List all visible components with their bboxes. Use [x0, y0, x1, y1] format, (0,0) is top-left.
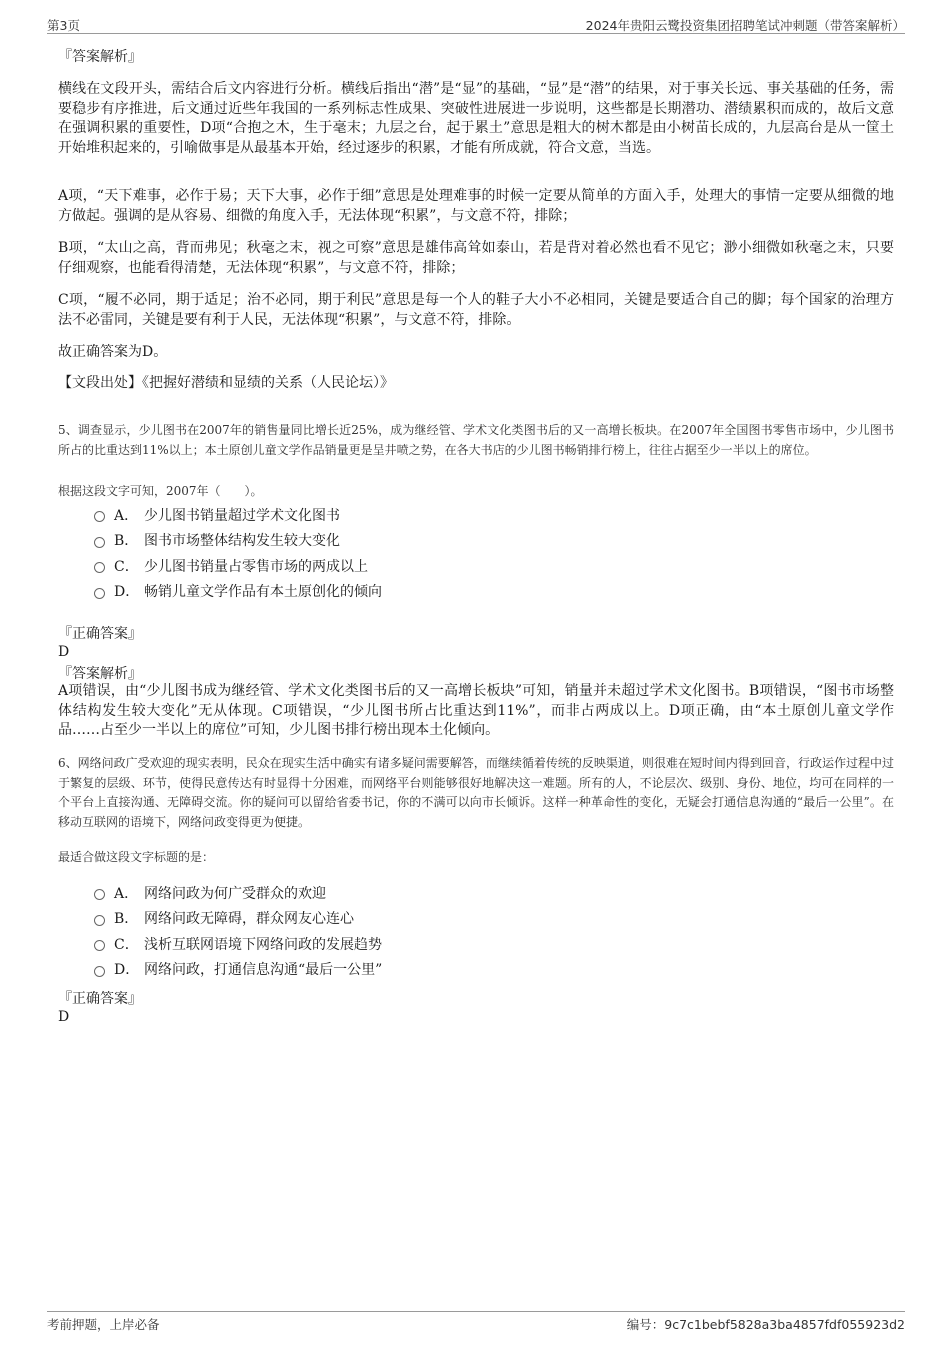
- option-letter: C．: [114, 558, 139, 575]
- radio-button[interactable]: [94, 940, 105, 951]
- radio-button[interactable]: [94, 537, 105, 548]
- option-letter: B．: [114, 533, 139, 550]
- q6-option-b[interactable]: [94, 906, 594, 932]
- option-text: 网络问政为何广受群众的欢迎: [144, 885, 326, 902]
- option-text: 浅析互联网语境下网络问政的发展趋势: [144, 936, 382, 953]
- q5-analysis-heading: 『答案解析』: [58, 666, 142, 682]
- q5-option-b[interactable]: [94, 528, 594, 554]
- page-footer: [47, 1311, 905, 1330]
- q4-analysis-main: 横线在文段开头，需结合后文内容进行分析。横线后指出“潜”是“显”的基础，“显”是“潜”的结果，对于事关长远、事关基础的任务，需要稳步有序推进，后文通过近些年我国的一系列标志性成果、突破性进展进一步说明，这些都是长期潜功、潜绩累积而成的，故后文意在强调积累的重要性，D项“合抱之木，生于毫末；九层之台，起于累土”意思是粗大的树木都是由小树苗长成的，九层高台是从一筐土开始堆积起来的，引喻做事是从最基本开始，经过逐步的积累，才能有所成就，符合文意，当选。: [58, 81, 894, 156]
- option-letter: D．: [114, 962, 140, 979]
- q5-option-a[interactable]: [94, 502, 594, 528]
- option-text: 少儿图书销量超过学术文化图书: [144, 507, 340, 524]
- q6-stem: 6、网络问政广受欢迎的现实表明，民众在现实生活中确实有诸多疑问需要解答，而继续循着传统的反映渠道，则很难在短时间内得到回音，行政运作过程中过于繁复的层级、环节，使得民意传达有时显得十分困难，而网络平台则能够很好地解决这一难题。所有的人，不论层次、级别、身份、地位，均可在同样的一个平台上直接沟通、无障碍交流。你的疑问可以留给省委书记，你的不满可以向市长倾诉。这样一种革命性的变化，无疑会打通信息沟通的“最后一公里”。在移动互联网的语境下，网络问政变得更为便捷。: [58, 756, 894, 829]
- q6-option-c[interactable]: [94, 931, 594, 957]
- document-title: 2024年贵阳云鹭投资集团招聘笔试冲刺题（带答案解析）: [585, 18, 905, 33]
- q4-analysis-option-a: A项，“天下难事，必作于易；天下大事，必作于细”意思是处理难事的时候一定要从简单的方面入手，处理大的事情一定要从细微的地方做起。强调的是从容易、细微的角度入手，无法体现“积累”，与文意不符，排除；: [58, 188, 894, 224]
- option-letter: C．: [114, 936, 139, 953]
- option-text: 少儿图书销量占零售市场的两成以上: [144, 558, 368, 575]
- q6-question: 最适合做这段文字标题的是：: [58, 850, 215, 864]
- page-header: [47, 15, 905, 34]
- option-text: 畅销儿童文学作品有本土原创化的倾向: [144, 584, 382, 601]
- q5-options: [94, 502, 594, 604]
- q4-analysis-option-c: C项，“履不必同，期于适足；治不必同，期于利民”意思是每一个人的鞋子大小不必相同，关键是要适合自己的脚；每个国家的治理方法不必雷同，关键是要有利于人民，无法体现“积累”，与文意不符，排除。: [58, 292, 894, 328]
- radio-button[interactable]: [94, 966, 105, 977]
- q4-analysis-heading: 『答案解析』: [58, 49, 142, 65]
- q6-option-a[interactable]: [94, 880, 594, 906]
- q4-conclusion: 故正确答案为D。: [58, 344, 168, 360]
- q5-option-c[interactable]: [94, 553, 594, 579]
- q4-analysis-option-b: B项，“太山之高，背而弗见；秋毫之末，视之可察”意思是雄伟高耸如泰山，若是背对着必然也看不见它；渺小细微如秋毫之末，只要仔细观察，也能看得清楚，无法体现“积累”，与文意不符，排除；: [58, 240, 894, 276]
- option-text: 网络问政，打通信息沟通“最后一公里”: [144, 962, 383, 979]
- radio-button[interactable]: [94, 588, 105, 599]
- q6-options: [94, 880, 594, 982]
- q6-answer: D: [58, 1009, 70, 1025]
- radio-button[interactable]: [94, 511, 105, 522]
- footer-slogan: 考前押题，上岸必备: [47, 1317, 160, 1332]
- option-letter: D．: [114, 584, 140, 601]
- q5-stem: 5、调查显示，少儿图书在2007年的销售量同比增长近25%，成为继经管、学术文化类图书后的又一高增长板块。在2007年全国图书零售市场中，少儿图书所占的比重达到11%以上；本土原创儿童文学作品销量更是呈井喷之势，在各大书店的少儿图书畅销排行榜上，往往占据至少一半以上的席位。: [58, 423, 894, 457]
- radio-button[interactable]: [94, 915, 105, 926]
- q5-answer-heading: 『正确答案』: [58, 626, 142, 642]
- q5-option-d[interactable]: [94, 579, 594, 605]
- footer-serial: 编号：9c7c1bebf5828a3ba4857fdf055923d2: [626, 1317, 905, 1332]
- option-letter: B．: [114, 911, 139, 928]
- q4-source: 【文段出处】《把握好潜绩和显绩的关系（人民论坛）》: [58, 375, 394, 391]
- option-text: 网络问政无障碍，群众网友心连心: [144, 911, 354, 928]
- q5-answer: D: [58, 644, 70, 660]
- q5-analysis: A项错误，由“少儿图书成为继经管、学术文化类图书后的又一高增长板块”可知，销量并未超过学术文化图书。B项错误，“图书市场整体结构发生较大变化”无从体现。C项错误，“少儿图书所占比重达到11%”，而非占两成以上。D项正确，由“本土原创儿童文学作品……占至少一半以上的席位”可知，少儿图书排行榜出现本土化倾向。: [58, 683, 894, 738]
- page-number: 第3页: [47, 18, 80, 33]
- q6-option-d[interactable]: [94, 957, 594, 983]
- radio-button[interactable]: [94, 562, 105, 573]
- radio-button[interactable]: [94, 889, 105, 900]
- q6-answer-heading: 『正确答案』: [58, 991, 142, 1007]
- option-letter: A．: [114, 885, 139, 902]
- option-letter: A．: [114, 507, 139, 524]
- q5-question: 根据这段文字可知，2007年（ ）。: [58, 484, 263, 498]
- option-text: 图书市场整体结构发生较大变化: [144, 533, 340, 550]
